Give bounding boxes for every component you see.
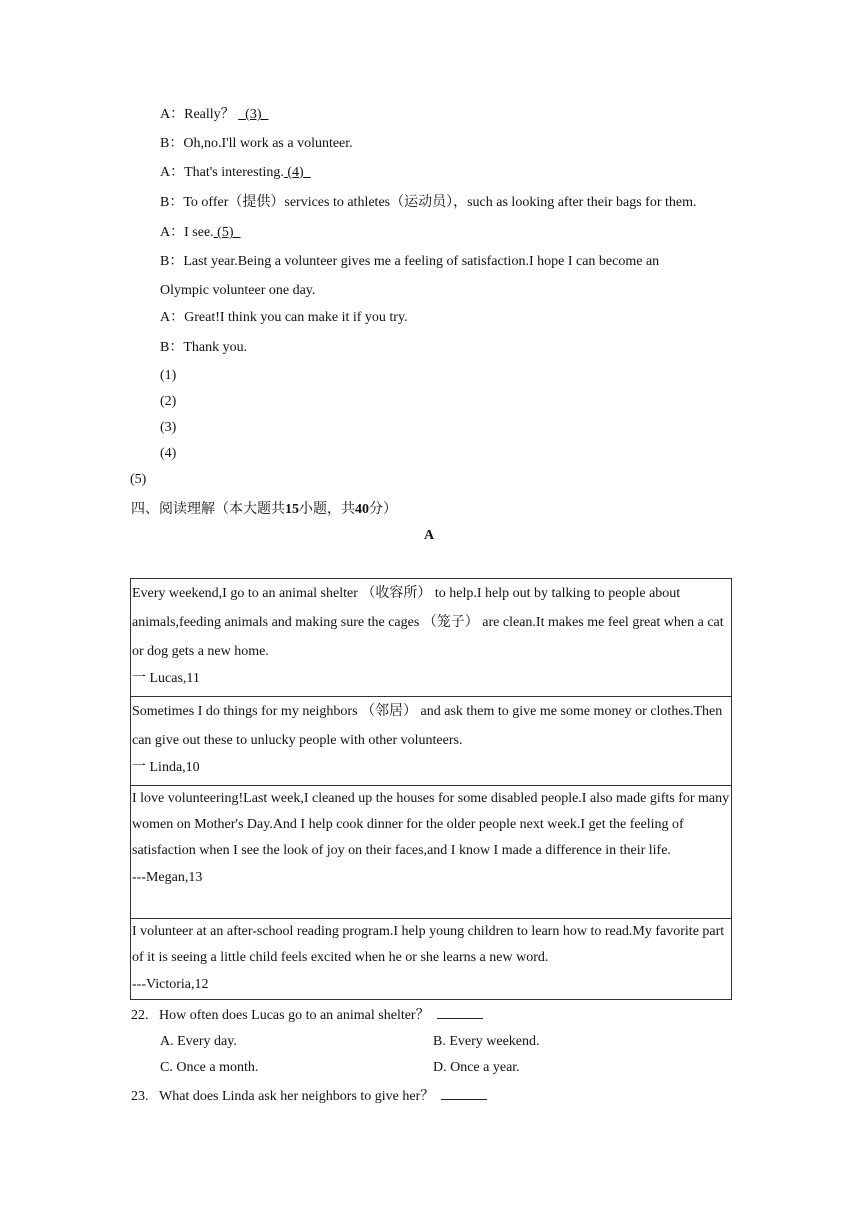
answer-blank[interactable] (437, 1005, 483, 1019)
question-22 (131, 1005, 483, 1025)
entry-text: Sometimes I do things for my neighbors （邻居） and ask them to give me some money or clothes.Then can give out these to unlucky people with other volunteers. (132, 704, 723, 748)
entry-signature: ---Victoria,12 (132, 977, 209, 992)
speaker: A： (160, 310, 185, 325)
option-b[interactable]: B. Every weekend. (433, 1034, 540, 1049)
speaker: A： (160, 165, 185, 180)
answer-blank: (5) (217, 225, 234, 240)
entry-signature: ---Megan,13 (132, 870, 203, 885)
entry-cell (131, 919, 732, 1000)
dialogue-line-2 (160, 135, 353, 153)
dialogue-line-7 (160, 282, 315, 300)
question-23 (131, 1086, 487, 1106)
answer-slot-1: (1) (160, 368, 177, 383)
answer-blank: (3) (245, 107, 262, 122)
dialogue-text: Oh,no.I'll work as a volunteer. (183, 136, 353, 151)
question-text: How often does Lucas go to an animal shelter？ (159, 1008, 430, 1023)
passage-title: A (424, 528, 435, 543)
answer-slot-2: (2) (160, 394, 177, 409)
table-row (131, 697, 732, 786)
dialogue-line-5 (160, 224, 241, 242)
table-row (131, 579, 732, 697)
speaker: B： (160, 340, 184, 355)
question-text: What does Linda ask her neighbors to give her？ (159, 1089, 435, 1104)
dialogue-line-9 (160, 339, 247, 357)
table-row (131, 919, 732, 1000)
speaker: B： (160, 136, 184, 151)
dialogue-text: That's interesting. (184, 165, 284, 180)
answer-blank: (4) (287, 165, 304, 180)
dialogue-text: Great!I think you can make it if you try. (184, 310, 408, 325)
dialogue-text: Thank you. (183, 340, 248, 355)
dialogue-line-6 (160, 253, 659, 271)
dialogue-text: Really？ (184, 107, 235, 122)
entry-cell (131, 786, 732, 919)
speaker: A： (160, 107, 185, 122)
entry-signature: 一 Lucas,11 (132, 671, 200, 686)
answer-blank[interactable] (441, 1086, 487, 1100)
option-d[interactable]: D. Once a year. (433, 1060, 520, 1075)
dialogue-line-1 (160, 106, 269, 124)
question-number: 22. (131, 1008, 149, 1023)
dialogue-text: Last year.Being a volunteer gives me a feeling of satisfaction.I hope I can become an (183, 254, 660, 269)
reading-table (130, 578, 732, 1000)
dialogue-text: I see. (184, 225, 214, 240)
entry-text: I volunteer at an after-school reading program.I help young children to learn how to read.My favorite part of it is seeing a little child feels excited when he or she learns a new word. (132, 924, 725, 965)
question-number: 23. (131, 1089, 149, 1104)
dialogue-line-3 (160, 164, 311, 182)
dialogue-text: To offer（提供）services to athletes（运动员），such as looking after their bags for them. (183, 195, 697, 210)
table-row (131, 786, 732, 919)
speaker: B： (160, 195, 184, 210)
entry-cell (131, 697, 732, 786)
entry-text: Every weekend,I go to an animal shelter （收容所） to help.I help out by talking to people about animals,feeding animals and making sure the cages （笼子） are clean.It makes me feel great when a cat or dog gets a new home. (132, 586, 724, 659)
entry-text: I love volunteering!Last week,I cleaned up the houses for some disabled people.I also made gifts for many women on Mother's Day.And I help cook dinner for the older people next week.I get the feeling of satisfaction when I see the look of joy on their faces,and I know I made a difference in their life. (132, 791, 730, 858)
entry-signature: 一 Linda,10 (132, 760, 200, 775)
option-c[interactable]: C. Once a month. (160, 1060, 259, 1075)
speaker: A： (160, 225, 185, 240)
speaker: B： (160, 254, 184, 269)
dialogue-line-8 (160, 309, 408, 327)
dialogue-text: Olympic volunteer one day. (160, 283, 316, 298)
entry-cell (131, 579, 732, 697)
answer-slot-5: (5) (130, 472, 147, 487)
answer-slot-3: (3) (160, 420, 177, 435)
answer-slot-4: (4) (160, 446, 177, 461)
option-a[interactable]: A. Every day. (160, 1034, 237, 1049)
dialogue-line-4 (160, 194, 696, 212)
section-title: 四、阅读理解（本大题共15小题，共40分） (131, 501, 397, 517)
